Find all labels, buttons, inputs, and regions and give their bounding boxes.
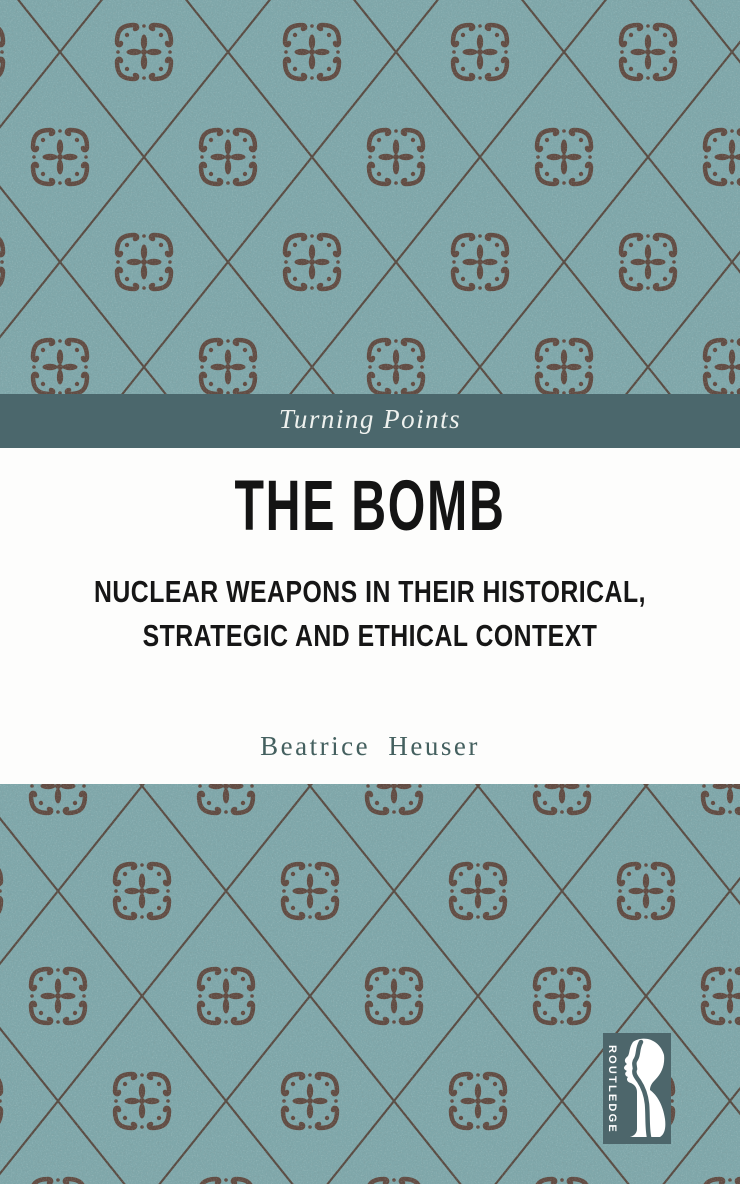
book-subtitle — [74, 570, 666, 658]
series-title: Turning Points — [278, 404, 462, 434]
routledge-wordmark: ROUTLEDGE — [606, 1045, 618, 1134]
subtitle-line-2: STRATEGIC AND ETHICAL CONTEXT — [142, 618, 598, 653]
damask-pattern-top — [0, 0, 740, 394]
book-title: THE BOMB — [234, 467, 506, 546]
author-name: Beatrice Heuser — [260, 731, 480, 761]
series-band — [0, 394, 740, 448]
subtitle-line-1: NUCLEAR WEAPONS IN THEIR HISTORICAL, — [94, 574, 646, 609]
routledge-logo — [603, 1033, 671, 1144]
